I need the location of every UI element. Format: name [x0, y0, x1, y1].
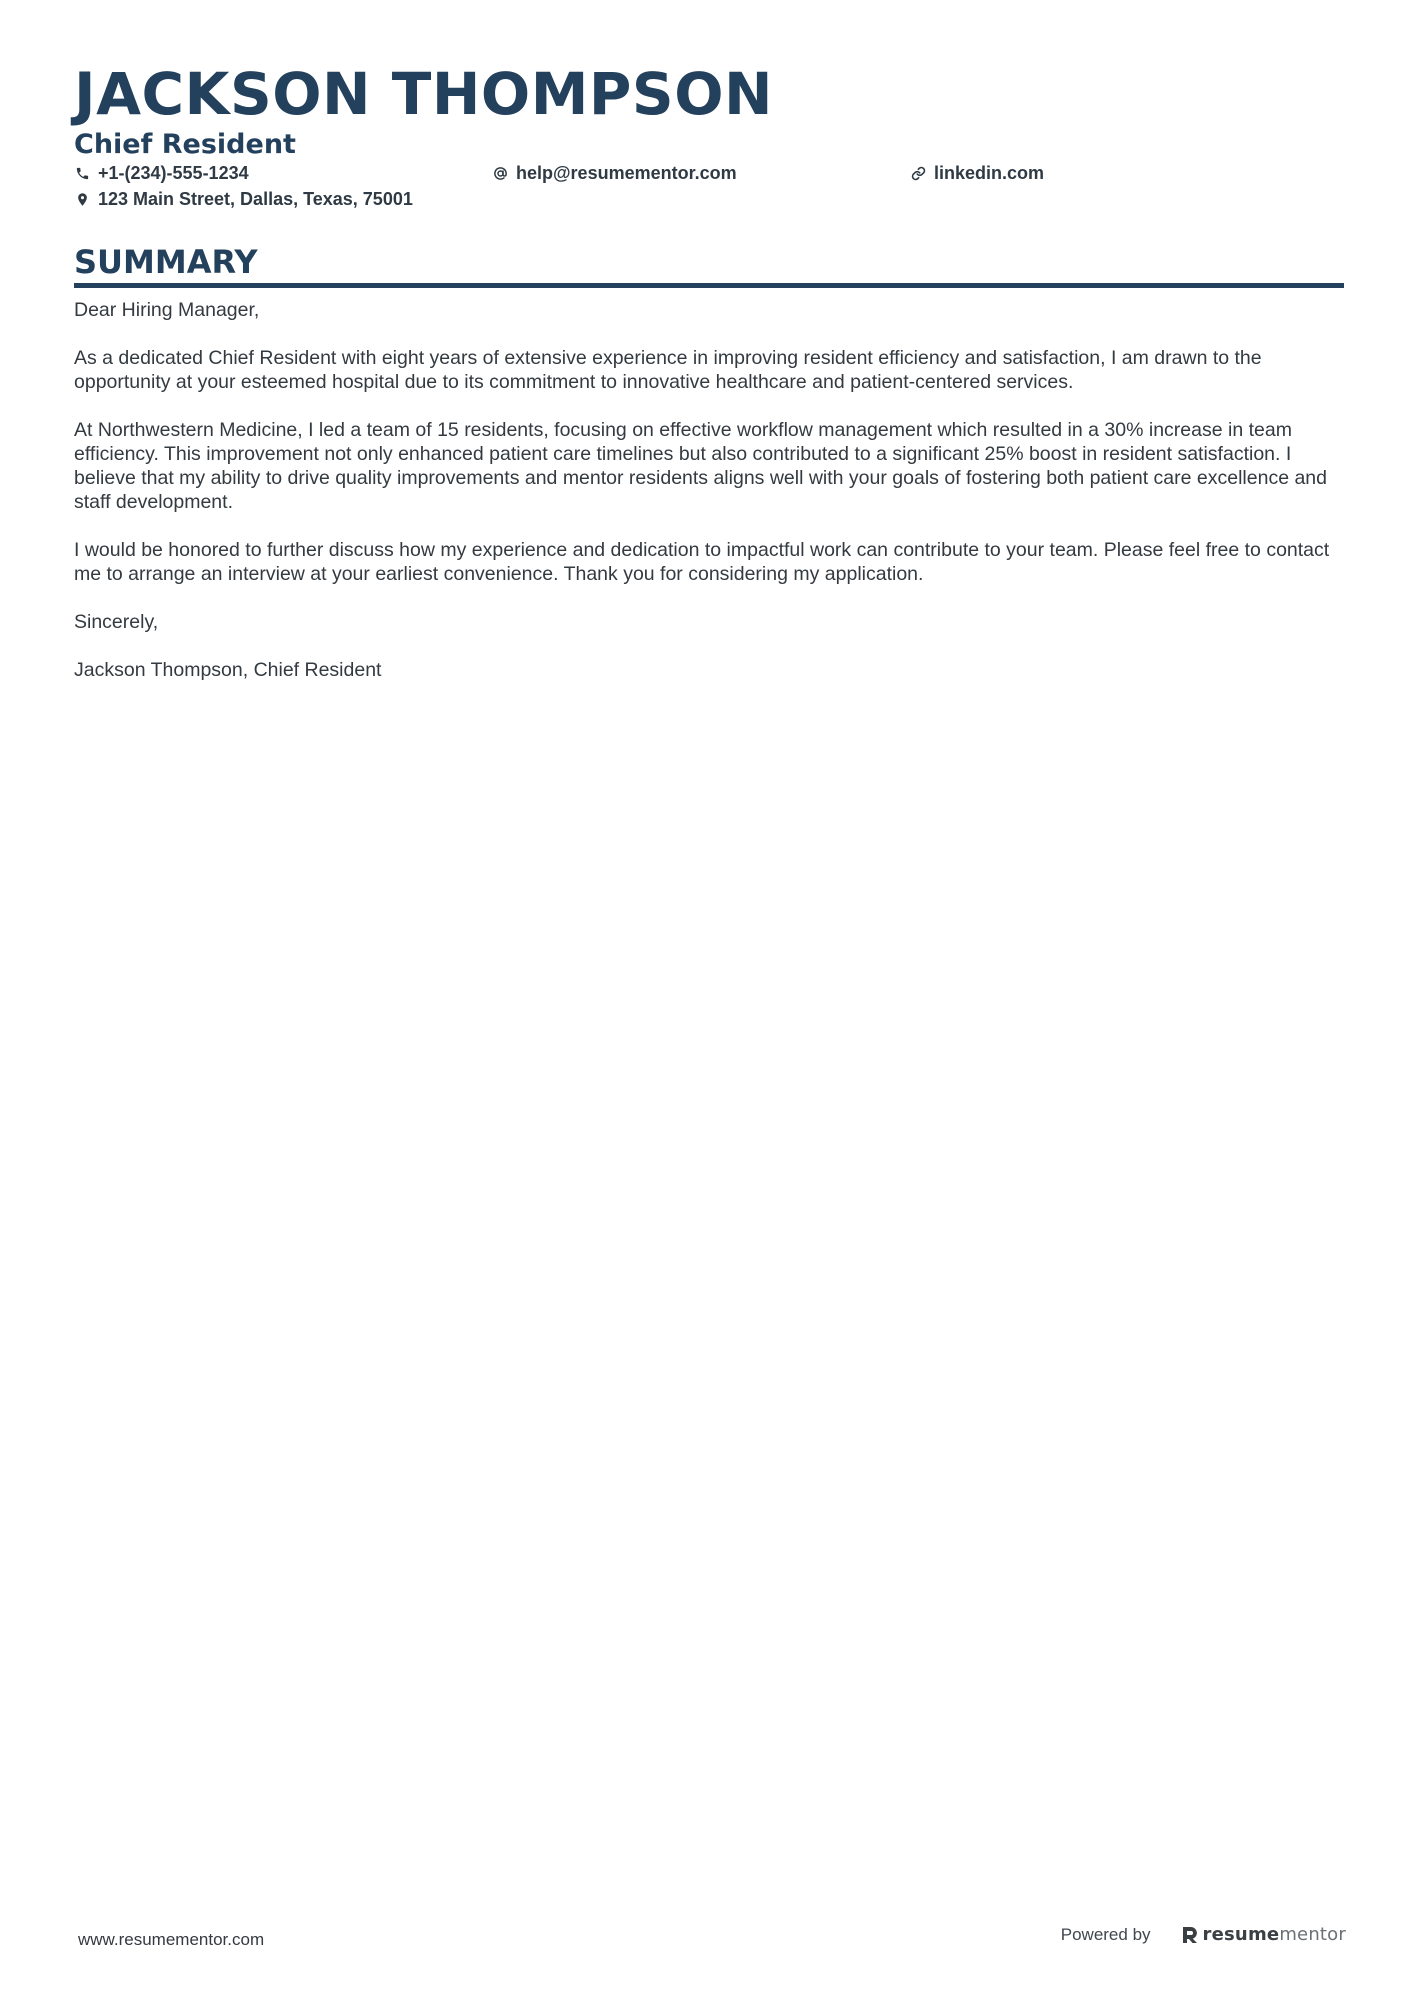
- contact-row: [74, 163, 1344, 187]
- address-text: 123 Main Street, Dallas, Texas, 75001: [98, 189, 413, 209]
- phone-text: +1-(234)-555-1234: [98, 163, 249, 183]
- letter-salutation: Dear Hiring Manager,: [74, 299, 260, 321]
- letter-paragraph: I would be honored to further discuss how my experience and dedication to impactful work can contribute to your team. Please feel free to contact me to arrange an interview at your earliest convenience. Thank you for considering my application.: [74, 539, 1330, 585]
- phone-icon: [74, 166, 90, 182]
- cover-letter-body: [74, 298, 1344, 706]
- contact-linkedin[interactable]: [910, 163, 1044, 184]
- email-text[interactable]: help@resumementor.com: [516, 163, 737, 183]
- contact-email[interactable]: [492, 163, 737, 184]
- letter-closing: Sincerely,: [74, 611, 159, 633]
- map-pin-icon: [74, 192, 90, 208]
- letter-signature: Jackson Thompson, Chief Resident: [74, 659, 382, 681]
- section-heading-summary: SUMMARY: [74, 243, 258, 281]
- brand-name-strong: resume: [1202, 1924, 1280, 1945]
- section-divider: [74, 283, 1344, 288]
- candidate-name: JACKSON THOMPSON: [74, 60, 774, 128]
- letter-paragraph: At Northwestern Medicine, I led a team of 15 residents, focusing on effective workflow management which resulted in a 30% increase in team efficiency. This improvement not only enhanced patient care timelines but also contributed to a significant 25% boost in resident satisfaction. I believe that my ability to drive quality improvements and mentor residents aligns well with your goals of fostering both patient care excellence and staff development.: [74, 419, 1327, 513]
- contact-phone: [74, 163, 249, 184]
- letter-paragraph: As a dedicated Chief Resident with eight years of extensive experience in improving resident efficiency and satisfaction, I am drawn to the opportunity at your esteemed hospital due to its commitment to innovative healthcare and patient-centered services.: [74, 347, 1262, 393]
- linkedin-text[interactable]: linkedin.com: [934, 163, 1045, 183]
- candidate-title: Chief Resident: [74, 129, 296, 160]
- link-icon: [910, 166, 926, 182]
- brand-name: [1203, 1924, 1346, 1945]
- header: [74, 58, 1344, 162]
- footer-website-link[interactable]: www.resumementor.com: [78, 1930, 265, 1949]
- at-sign-icon: [492, 166, 508, 182]
- footer-powered-by: [1061, 1924, 1346, 1945]
- contact-address: [74, 189, 413, 210]
- resumementor-logo[interactable]: [1181, 1924, 1346, 1945]
- powered-by-label: Powered by: [1060, 1924, 1151, 1944]
- brand-name-light: mentor: [1279, 1924, 1346, 1945]
- contact-row-address: [74, 189, 1344, 213]
- resumementor-logo-icon: [1181, 1925, 1199, 1945]
